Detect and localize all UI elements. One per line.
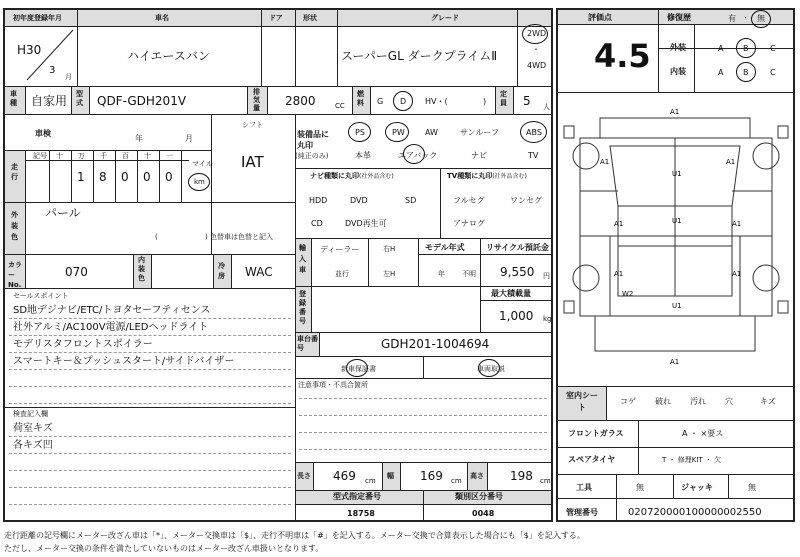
- height-label: 高さ: [470, 472, 484, 480]
- notes-rule: [299, 398, 547, 399]
- int-c: C: [770, 68, 776, 77]
- grade-value: スーパーGL ダークプライムⅡ: [341, 49, 498, 63]
- odo-mile: マイル: [192, 160, 213, 168]
- notes-rule: [299, 415, 547, 416]
- model-year-unknown: 不明: [462, 270, 476, 278]
- equip-aw: AW: [425, 128, 438, 137]
- seat-item: キズ: [760, 397, 776, 406]
- ac-label: 冷房: [218, 262, 225, 280]
- color-label: 外装色: [11, 211, 18, 241]
- model-label: 型式: [76, 90, 83, 107]
- equip-pw-circle: [385, 122, 409, 142]
- check-rule: [9, 470, 291, 471]
- odo-digit-label: 一: [166, 152, 173, 160]
- reg-year-label: 初年度登録年月: [13, 14, 62, 22]
- odo-divider: [181, 150, 182, 202]
- fuel-label: 燃料: [357, 90, 364, 107]
- tools-label: 工具: [576, 483, 592, 492]
- equip-label: 装備品に丸印: [297, 130, 329, 150]
- repair-no-circle: [751, 10, 771, 28]
- equip-airbag: エアバック: [398, 151, 438, 160]
- tools-value: 無: [636, 483, 644, 492]
- model-year: 年: [438, 270, 445, 278]
- reg-month-value: 3: [49, 65, 56, 76]
- sales-point-item: モデリスタフロントスポイラー: [13, 339, 153, 350]
- fuel-d-circle: [393, 91, 413, 111]
- sales-rule: [9, 369, 291, 370]
- int-a: A: [718, 68, 724, 77]
- equip-abs-circle: [520, 121, 547, 143]
- length-unit: cm: [365, 477, 376, 485]
- check-item: 荷室キズ: [13, 423, 53, 434]
- sales-rule: [9, 352, 291, 353]
- jack-value: 無: [748, 483, 756, 492]
- grade-label: グレード: [431, 14, 459, 22]
- odo-digit: 1: [77, 170, 85, 184]
- load-value: 1,000: [499, 309, 534, 323]
- repair-label: 修復歴: [667, 13, 691, 22]
- odo-digit: 8: [99, 170, 107, 184]
- disp-value: 2800: [285, 94, 316, 108]
- interior-color-label: 内装色: [138, 256, 145, 282]
- cat-label: 類別区分番号: [455, 492, 503, 501]
- inspection-year: 年: [135, 134, 143, 143]
- seat-item: 穴: [725, 397, 733, 406]
- diag-label-back: A1: [670, 358, 680, 366]
- odo-divider: [159, 150, 160, 202]
- cert-value: 18758: [347, 509, 375, 518]
- load-unit: kg: [543, 315, 552, 323]
- new-warranty: 新車保証書: [341, 365, 376, 373]
- car-name-value: ハイエースバン: [127, 49, 210, 63]
- notes-label: 注意事項・不具合箇所: [298, 381, 368, 389]
- vehicle-manual-circle: [478, 359, 500, 377]
- equip-abs: ABS: [526, 128, 542, 137]
- nav-cd: CD: [311, 219, 323, 228]
- odo-divider: [49, 150, 50, 202]
- type-label: 車種: [10, 90, 17, 107]
- auction-sheet-left: [3, 8, 553, 522]
- jack-label: ジャッキ: [681, 483, 713, 492]
- sales-rule: [9, 386, 291, 387]
- door-label: ドア: [269, 14, 283, 22]
- import-lh: 左H: [383, 270, 396, 278]
- new-warranty-circle: [346, 359, 368, 377]
- car-damage-diagram: [560, 96, 792, 378]
- odo-divider: [93, 150, 94, 202]
- seat-label: 室内シート: [566, 391, 598, 412]
- type-value: 自家用: [31, 94, 68, 108]
- footer-note-2: ただし、メーター交換の条件を満たしていないものはメーター改ざん車扱いとなります。: [4, 544, 324, 553]
- tv-label: TV種類に丸印(社外品含む): [447, 172, 527, 180]
- spare-value: T ・ 修理KIT ・ 欠: [662, 456, 722, 464]
- odo-divider: [115, 150, 116, 202]
- nav-hdd: HDD: [309, 196, 328, 205]
- recycle-unit: 円: [543, 272, 550, 280]
- notes-rule: [299, 449, 547, 450]
- mgmt-label: 管理番号: [566, 508, 598, 517]
- diag-label-rf: A1: [726, 158, 736, 166]
- capacity-value: 5: [523, 94, 531, 108]
- disp-label: 排気量: [253, 88, 260, 112]
- import-parallel: 並行: [335, 270, 349, 278]
- fuel-d: D: [400, 97, 407, 106]
- odo-digit-label: 万: [78, 152, 85, 160]
- fuel-close: ): [483, 97, 487, 106]
- diag-label-roof: U1: [672, 217, 682, 225]
- equip-sub: (純正のみ): [295, 152, 329, 160]
- length-value: 469: [333, 469, 356, 483]
- sales-point-item: スマートキー＆プッシュスタート/サイドバイザー: [13, 356, 235, 367]
- spare-label: スペアタイヤ: [568, 455, 616, 464]
- check-item: 各キズ凹: [13, 440, 53, 451]
- reg-no-label: 登録番号: [299, 290, 306, 325]
- nav-sd: SD: [405, 196, 417, 205]
- diag-label-front: A1: [670, 108, 680, 116]
- inspection-month: 月: [185, 134, 193, 143]
- recycle-label: リサイクル預託金: [486, 243, 549, 252]
- odo-km-circle: [188, 173, 210, 191]
- month-unit: 月: [65, 73, 72, 81]
- check-label: 検査記入欄: [13, 410, 48, 418]
- repair-no: 無: [757, 14, 765, 23]
- drive-dot: ・: [532, 45, 540, 54]
- shift-value: IAT: [241, 153, 264, 171]
- ac-value: WAC: [245, 265, 273, 279]
- shape-label: 形状: [303, 14, 317, 22]
- score-label: 評価点: [588, 13, 612, 22]
- odo-divider: [137, 150, 138, 202]
- odo-digit: 0: [165, 170, 173, 184]
- sales-point-item: SD地デジナビ/ETC/トヨタセーフティセンス: [13, 305, 211, 316]
- tv-oneseg: ワンセグ: [510, 196, 542, 205]
- height-value: 198: [510, 469, 533, 483]
- seat-item: コゲ: [620, 397, 636, 406]
- chassis-label: 車台番号: [297, 335, 318, 352]
- chassis-value: GDH201-1004694: [381, 337, 490, 351]
- diag-label-w2: W2: [622, 290, 634, 298]
- cert-label: 型式指定番号: [333, 492, 381, 501]
- equip-tv: TV: [528, 151, 539, 160]
- nav-dvd-play: DVD再生可: [345, 219, 387, 228]
- width-unit: cm: [451, 477, 462, 485]
- fuel-g: G: [377, 97, 384, 106]
- int-b-circle: [736, 62, 756, 82]
- length-label: 長さ: [297, 472, 311, 480]
- recycle-value: 9,550: [500, 265, 535, 279]
- ext-a: A: [718, 44, 724, 53]
- glass-value: A ・ ×要ス: [682, 429, 724, 438]
- reg-year-slash: [5, 26, 77, 84]
- score-value: 4.5: [594, 37, 651, 75]
- width-value: 169: [420, 469, 443, 483]
- ext-label: 外装: [670, 43, 686, 52]
- diag-label-ld: A1: [614, 220, 624, 228]
- diag-label-rr: A1: [732, 270, 742, 278]
- color-note-open: (: [155, 233, 158, 241]
- auction-sheet-right: [556, 8, 795, 522]
- seat-item: 破れ: [655, 397, 671, 406]
- ext-b: B: [743, 44, 749, 53]
- capacity-label: 定員: [500, 90, 507, 107]
- equip-leather: 本革: [355, 151, 371, 160]
- odo-divider: [71, 150, 72, 202]
- color-no-label: カラーNo.: [8, 261, 22, 289]
- odo-digit: 0: [121, 170, 129, 184]
- odo-sign-label: 記号: [33, 152, 47, 160]
- diag-label-lr: A1: [614, 270, 624, 278]
- check-rule: [9, 504, 291, 505]
- ext-c: C: [770, 44, 776, 53]
- diag-label-rd: A1: [732, 220, 742, 228]
- equip-navi: ナビ: [471, 151, 487, 160]
- check-rule: [9, 436, 291, 437]
- diag-label-lf: A1: [600, 158, 610, 166]
- repair-yes: 有: [728, 14, 736, 23]
- vehicle-manual: 車両取説: [477, 365, 505, 373]
- disp-unit: CC: [335, 102, 345, 110]
- check-rule: [9, 487, 291, 488]
- import-label: 輸入車: [299, 244, 306, 274]
- mgmt-value: 020720000100000002550: [628, 507, 762, 518]
- sales-rule: [9, 318, 291, 319]
- width-label: 幅: [387, 472, 394, 480]
- drive-2wd-circle: [522, 24, 548, 44]
- int-label: 内装: [670, 67, 686, 76]
- color-value: パール: [45, 206, 81, 220]
- sales-rule: [9, 403, 291, 404]
- car-name-label: 車名: [155, 14, 169, 22]
- nav-label: ナビ種類に丸印(社外品含む): [310, 172, 394, 180]
- odo-digit: 0: [143, 170, 151, 184]
- equip-airbag-circle: [403, 144, 425, 164]
- load-label: 最大積載量: [491, 289, 531, 298]
- notes-rule: [299, 432, 547, 433]
- model-year-label: モデル年式: [425, 243, 465, 252]
- height-unit: cm: [540, 477, 551, 485]
- odo-digit-label: 十: [56, 152, 63, 160]
- capacity-unit: 人: [543, 103, 550, 111]
- reg-year-value: H30: [17, 43, 42, 57]
- equip-pw: PW: [392, 128, 405, 137]
- glass-label: フロントガラス: [568, 429, 624, 438]
- fuel-hv: HV・(: [425, 97, 448, 106]
- diag-label-rear: U1: [672, 302, 682, 310]
- repair-dot: ・: [742, 14, 749, 22]
- color-note: ) 色替車は色替と記入: [205, 233, 273, 241]
- footer-note-1: 走行距離の記号欄にメーター改ざん車は「*」、メーター交換車は「$」、走行不明車は「#」を記入する。メーター交換で合算表示した場合にも「$」を記入する。: [4, 531, 585, 540]
- odo-digit-label: 千: [100, 152, 107, 160]
- seat-item: 汚れ: [690, 397, 706, 406]
- drive-2wd: 2WD: [527, 29, 547, 38]
- diag-label-hood: U1: [672, 170, 682, 178]
- equip-ps: PS: [355, 128, 365, 137]
- int-b: B: [743, 68, 749, 77]
- import-dealer: ディーラー: [320, 245, 360, 254]
- equip-sunroof: サンルーフ: [460, 128, 499, 137]
- inspection-label: 車検: [35, 129, 51, 138]
- drive-4wd: 4WD: [527, 61, 547, 70]
- nav-dvd: DVD: [350, 196, 368, 205]
- sales-label: セールスポイント: [13, 292, 69, 300]
- shift-label: シフト: [242, 121, 263, 129]
- odo-label: 走行: [11, 163, 18, 181]
- odo-digit-label: 十: [144, 152, 151, 160]
- equip-ps-circle: [348, 122, 371, 142]
- tv-fullseg: フルセグ: [453, 196, 485, 205]
- cat-value: 0048: [472, 509, 495, 518]
- import-rh: 右H: [383, 245, 396, 253]
- sales-rule: [9, 335, 291, 336]
- color-no-value: 070: [65, 265, 88, 279]
- odo-km: km: [194, 178, 205, 186]
- tv-analog: アナログ: [453, 219, 485, 228]
- odo-digit-label: 百: [122, 152, 129, 160]
- model-value: QDF-GDH201V: [97, 94, 187, 108]
- sales-point-item: 社外アルミ/AC100V電源/LEDヘッドライト: [13, 322, 209, 333]
- check-rule: [9, 453, 291, 454]
